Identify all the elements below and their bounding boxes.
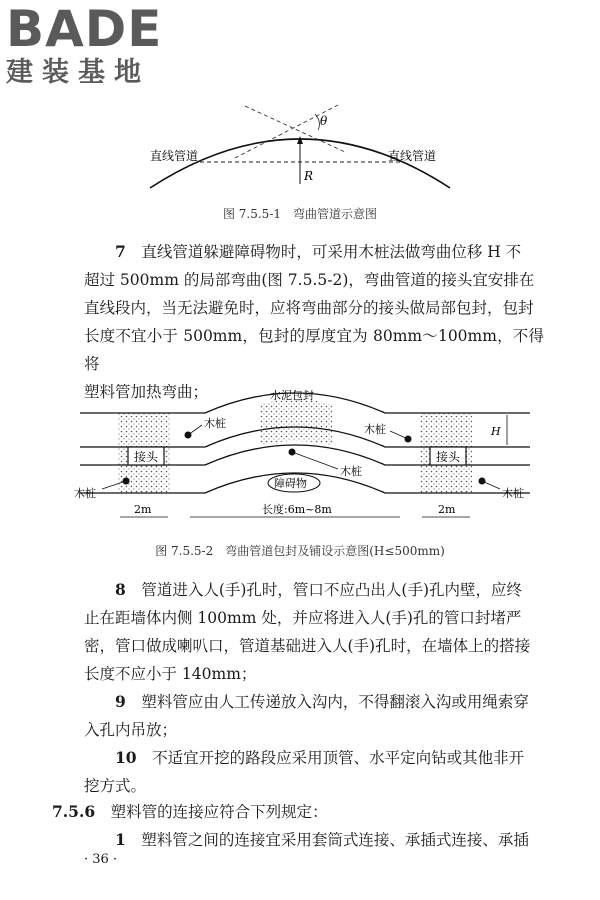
section-number: 7.5.6 (52, 802, 96, 821)
page-number: · 36 · (84, 852, 118, 867)
para9-line-1: 塑料管应由人工传递放入沟内，不得翻滚入沟或用绳索穿 (141, 693, 529, 711)
stake-label-5: 木桩 (502, 487, 524, 500)
stake-label-3: 木桩 (364, 423, 386, 436)
joint-label-right: 接头 (436, 450, 461, 464)
figure-bent-pipe-encasement (70, 385, 540, 530)
obstacle-label: 障碍物 (274, 477, 307, 490)
joint-label-left: 接头 (134, 450, 159, 464)
straight-pipe-label-right: 直线管道 (388, 149, 437, 163)
section-text: 塑料管的连接应符合下列规定： (110, 803, 328, 821)
dim-2m-right: 2m (438, 503, 456, 516)
figure-bent-pipe (140, 100, 470, 192)
height-label: H (491, 425, 501, 438)
stake-leader-3 (390, 431, 408, 439)
para8-line-4: 长度不应小于 140mm； (84, 665, 257, 683)
angle-label: θ (320, 114, 328, 128)
stake-label-4: 木桩 (74, 487, 96, 500)
para8-line-3: 密，管口做成喇叭口，管道基础进入人(手)孔时，在墙体上的搭接 (84, 637, 531, 655)
para7-line-4: 长度不宜小于 500mm，包封的厚度宜为 80mm～100mm，不得将 (84, 327, 544, 373)
para7-line-5: 塑料管加热弯曲； (84, 383, 209, 401)
dim-2m-left: 2m (134, 503, 152, 516)
para1-number: 1 (115, 830, 126, 849)
figure2-caption: 图 7.5.5-2 弯曲管道包封及铺设示意图(H≤500mm) (155, 544, 445, 558)
logo-main-text: BADE (6, 0, 163, 58)
para10-line-2: 挖方式。 (84, 777, 147, 795)
cement-seal-label: 水泥包封 (270, 389, 314, 402)
angle-arc (315, 114, 319, 130)
para7-number: 7 (115, 242, 126, 261)
paragraph-10 (84, 744, 544, 800)
stake-leader-5 (482, 481, 500, 489)
encasement-middle (260, 399, 332, 445)
figure1-caption: 图 7.5.5-1 弯曲管道示意图 (222, 207, 378, 221)
para9-number: 9 (115, 692, 126, 711)
paragraph-1 (84, 828, 529, 850)
section-7-5-6 (52, 800, 328, 822)
bade-logo (6, 0, 176, 88)
radius-label: R (304, 169, 314, 183)
para10-line-1: 不适宜开挖的路段应采用顶管、水平定向钻或其他非开 (152, 749, 525, 767)
length-label: 长度:6m~8m (262, 503, 332, 516)
logo-sub-text: 建装基地 (6, 57, 150, 88)
radius-arrowhead (297, 136, 303, 144)
para9-line-2: 入孔内吊放； (84, 721, 178, 739)
paragraph-8 (84, 576, 544, 688)
para1-text: 塑料管之间的连接宜采用套筒式连接、承插式连接、承插 (141, 831, 529, 849)
stake-label-2: 木桩 (340, 465, 362, 478)
stake-label-1: 木桩 (204, 417, 226, 430)
para8-number: 8 (115, 580, 126, 599)
para10-number: 10 (115, 748, 137, 767)
paragraph-9 (84, 688, 544, 744)
stake-leader-1 (188, 425, 202, 435)
para7-line-3: 直线段内，当无法避免时，应将弯曲部分的接头做局部包封，包封 (84, 299, 534, 317)
para7-line-2: 超过 500mm 的局部弯曲(图 7.5.5-2)，弯曲管道的接头宜安排在 (84, 271, 535, 289)
para8-line-2: 止在距墙体内侧 100mm 处，并应将进入人(手)孔的管口封堵严 (84, 609, 522, 627)
tangent-left (235, 104, 340, 158)
straight-pipe-label-left: 直线管道 (150, 149, 199, 163)
para7-line-1: 直线管道躲避障碍物时，可采用木桩法做弯曲位移 H 不 (141, 243, 522, 261)
stake-leader-2 (292, 452, 338, 469)
paragraph-7 (84, 238, 544, 406)
para8-line-1: 管道进入人(手)孔时，管口不应凸出人(手)孔内壁，应终 (141, 581, 523, 599)
